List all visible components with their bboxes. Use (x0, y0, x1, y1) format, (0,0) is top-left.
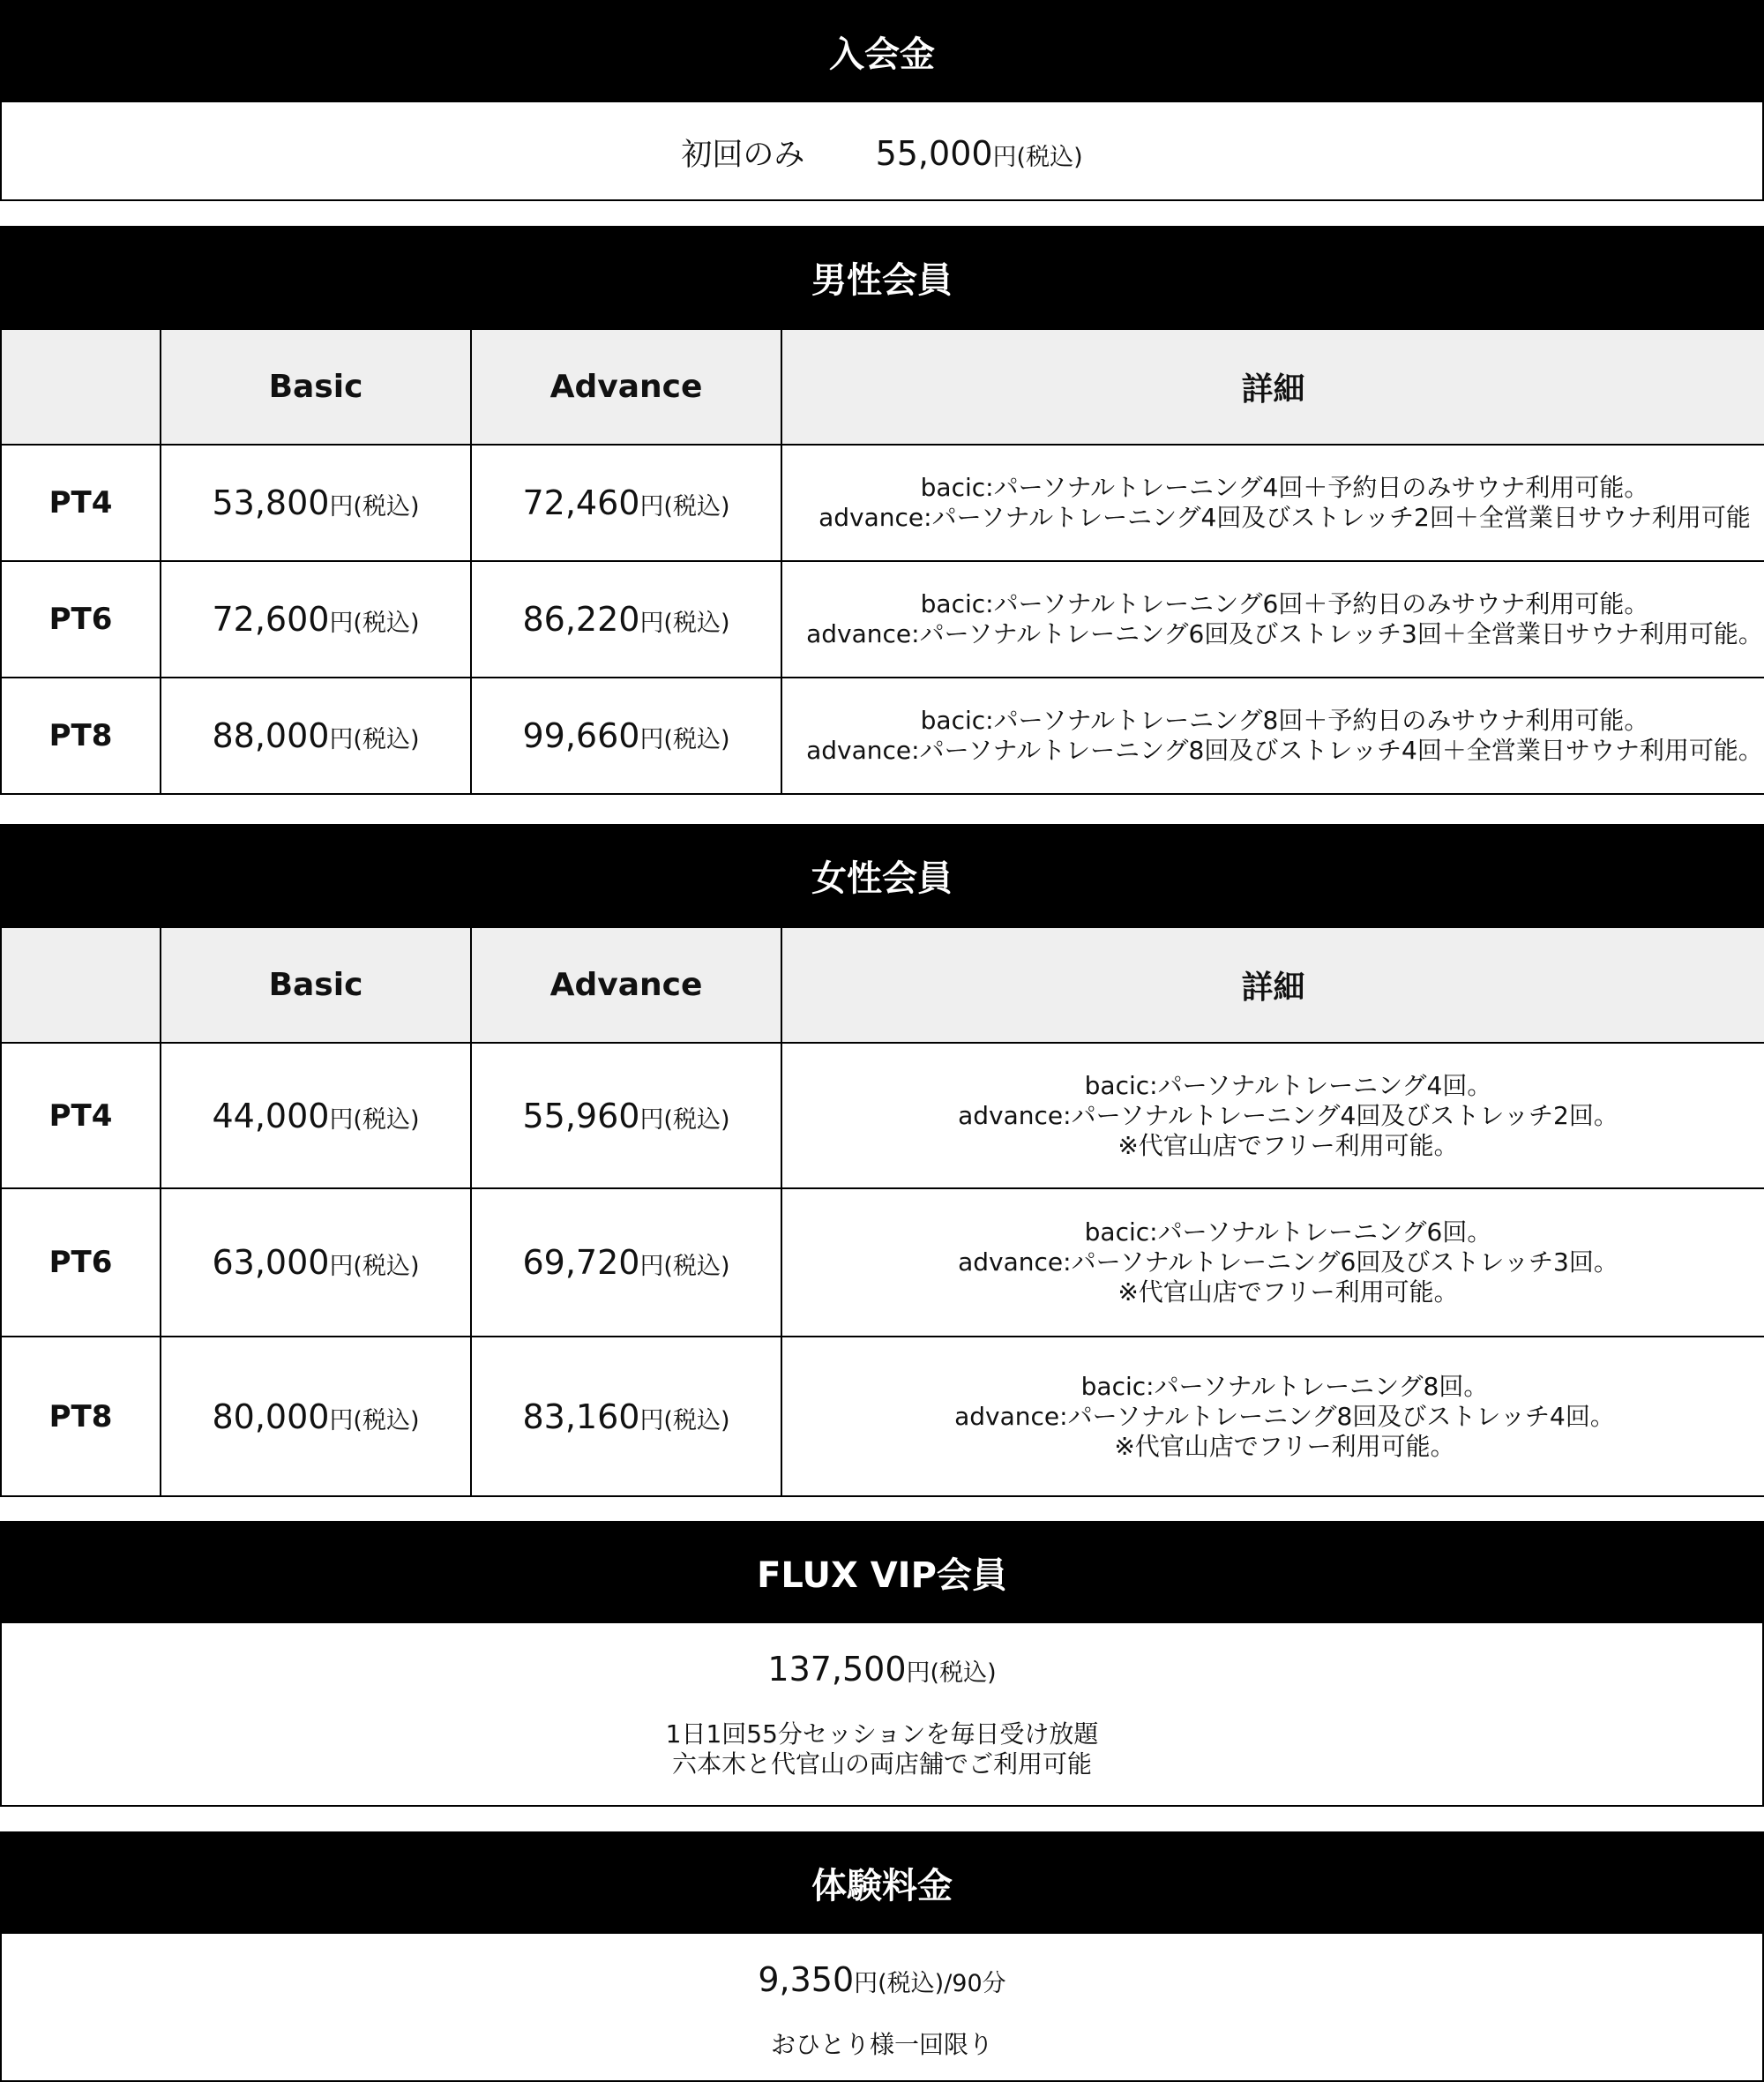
table-row (1, 445, 1764, 561)
header-detail: 詳細 (781, 927, 1764, 1043)
trial-price-line (2, 1960, 1762, 1999)
table-row (1, 1188, 1764, 1337)
detail-line: bacic:パーソナルトレーニング8回。 (1080, 1371, 1489, 1401)
table-row (1, 1043, 1764, 1188)
basic-price-cell (161, 1043, 471, 1188)
plan-name: PT8 (1, 1337, 161, 1496)
detail-line: ※代官山店でフリー利用可能。 (1117, 1130, 1459, 1160)
men-price-table (0, 328, 1764, 795)
detail-line: advance:パーソナルトレーニング4回及びストレッチ2回＋全営業日サウナ利用可能 (818, 503, 1751, 532)
price-unit: 円(税込) (329, 1105, 420, 1134)
advance-price-cell (471, 445, 781, 561)
plan-name: PT8 (1, 678, 161, 794)
women-title: 女性会員 (811, 858, 953, 899)
detail-line: bacic:パーソナルトレーニング8回＋予約日のみサウナ利用可能。 (920, 706, 1649, 735)
vip-title: FLUX VIP会員 (757, 1554, 1007, 1596)
table-row (1, 678, 1764, 794)
basic-price-cell (161, 678, 471, 794)
detail-line: advance:パーソナルトレーニング8回及びストレッチ4回＋全営業日サウナ利用可能。 (806, 736, 1763, 765)
header-empty (1, 329, 161, 445)
trial-price: 9,350 (758, 1960, 855, 1999)
men-table-header-row (1, 329, 1764, 445)
advance-price: 86,220 (522, 600, 640, 639)
price-unit: 円(税込) (329, 493, 420, 520)
price-unit: 円(税込) (639, 726, 730, 753)
admission-box (0, 102, 1764, 201)
plan-name: PT4 (1, 1043, 161, 1188)
men-title: 男性会員 (811, 259, 953, 301)
basic-price-cell (161, 1337, 471, 1496)
basic-price-cell (161, 561, 471, 678)
price-unit: 円(税込) (639, 1253, 730, 1280)
advance-price-cell (471, 1337, 781, 1496)
men-header (0, 226, 1764, 328)
detail-cell (781, 1188, 1764, 1337)
vip-header (0, 1521, 1764, 1623)
detail-line: advance:パーソナルトレーニング6回及びストレッチ3回。 (958, 1247, 1618, 1277)
women-price-table (0, 926, 1764, 1497)
basic-price: 63,000 (212, 1243, 330, 1282)
detail-line: ※代官山店でフリー利用可能。 (1114, 1431, 1455, 1461)
basic-price: 44,000 (212, 1096, 330, 1135)
trial-box (0, 1934, 1764, 2082)
detail-line: advance:パーソナルトレーニング4回及びストレッチ2回。 (958, 1100, 1618, 1130)
vip-unit: 円(税込) (906, 1659, 997, 1687)
price-unit: 円(税込) (639, 1105, 730, 1134)
price-unit: 円(税込) (329, 610, 420, 637)
vip-box (0, 1623, 1764, 1807)
admission-unit: 円(税込) (992, 144, 1083, 171)
advance-price-cell (471, 1188, 781, 1337)
price-unit: 円(税込) (639, 610, 730, 637)
basic-price: 80,000 (212, 1397, 330, 1436)
header-advance: Advance (471, 329, 781, 445)
price-unit: 円(税込) (329, 726, 420, 753)
trial-title: 体験料金 (811, 1865, 953, 1906)
detail-cell (781, 1043, 1764, 1188)
detail-line: advance:パーソナルトレーニング6回及びストレッチ3回＋全営業日サウナ利用可能。 (806, 619, 1763, 648)
detail-cell (781, 678, 1764, 794)
plan-name: PT6 (1, 561, 161, 678)
detail-cell (781, 1337, 1764, 1496)
price-unit: 円(税込) (329, 1406, 420, 1434)
advance-price-cell (471, 1043, 781, 1188)
admission-title: 入会金 (829, 34, 935, 75)
advance-price: 99,660 (522, 716, 640, 755)
price-unit: 円(税込) (329, 1253, 420, 1280)
admission-label: 初回のみ (681, 138, 805, 173)
header-basic: Basic (161, 329, 471, 445)
detail-line: ※代官山店でフリー利用可能。 (1117, 1277, 1459, 1307)
basic-price: 88,000 (212, 716, 330, 755)
basic-price-cell (161, 1188, 471, 1337)
plan-name: PT4 (1, 445, 161, 561)
header-detail: 詳細 (781, 329, 1764, 445)
advance-price: 55,960 (522, 1096, 640, 1135)
women-table-header-row (1, 927, 1764, 1043)
vip-note-1: 1日1回55分セッションを毎日受け放題 (665, 1719, 1099, 1749)
table-row (1, 1337, 1764, 1496)
trial-note: おひとり様一回限り (770, 2030, 993, 2059)
header-basic: Basic (161, 927, 471, 1043)
price-unit: 円(税込) (639, 493, 730, 520)
vip-price: 137,500 (767, 1650, 907, 1689)
detail-cell (781, 445, 1764, 561)
women-header (0, 824, 1764, 926)
detail-line: bacic:パーソナルトレーニング4回＋予約日のみサウナ利用可能。 (920, 473, 1649, 502)
detail-line: bacic:パーソナルトレーニング6回＋予約日のみサウナ利用可能。 (920, 589, 1649, 618)
basic-price: 72,600 (212, 600, 330, 639)
header-empty (1, 927, 161, 1043)
header-advance: Advance (471, 927, 781, 1043)
admission-line (2, 131, 1762, 175)
admission-header (0, 0, 1764, 102)
advance-price: 83,160 (522, 1397, 640, 1436)
trial-unit: 円(税込)/90分 (854, 1970, 1006, 1997)
table-row (1, 561, 1764, 678)
trial-header (0, 1831, 1764, 1934)
price-unit: 円(税込) (639, 1406, 730, 1434)
basic-price: 53,800 (212, 483, 330, 522)
detail-line: bacic:パーソナルトレーニング4回。 (1084, 1070, 1492, 1100)
detail-line: bacic:パーソナルトレーニング6回。 (1084, 1217, 1492, 1247)
detail-cell (781, 561, 1764, 678)
detail-line: advance:パーソナルトレーニング8回及びストレッチ4回。 (954, 1401, 1615, 1431)
advance-price-cell (471, 561, 781, 678)
plan-name: PT6 (1, 1188, 161, 1337)
vip-price-line (2, 1650, 1762, 1689)
basic-price-cell (161, 445, 471, 561)
advance-price-cell (471, 678, 781, 794)
admission-price: 55,000 (875, 134, 993, 173)
advance-price: 72,460 (522, 483, 640, 522)
advance-price: 69,720 (522, 1243, 640, 1282)
vip-note-2: 六本木と代官山の両店舗でご利用可能 (671, 1749, 1092, 1779)
